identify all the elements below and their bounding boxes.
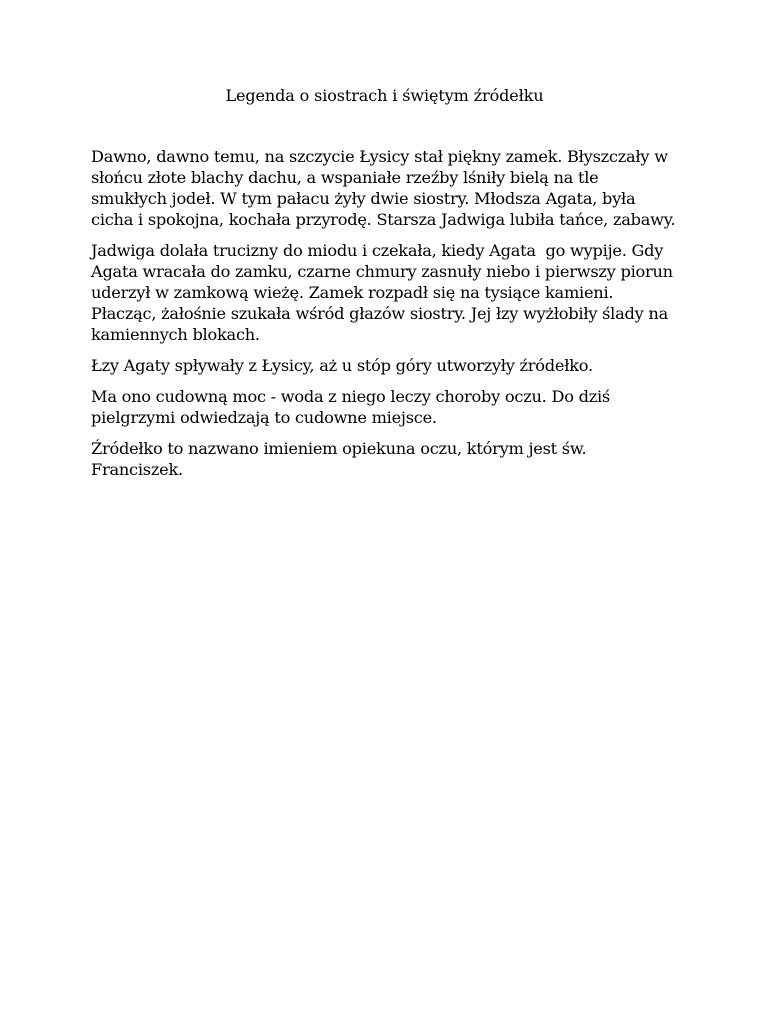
paragraph-3: Łzy Agaty spływały z Łysicy, aż u stóp góry utworzyły źródełko. [91, 356, 593, 375]
paragraph-2: Jadwiga dolała trucizny do miodu i czekała, kiedy Agata go wypije. Gdy Agata wracała do zamku, czarne chmury zasnuły niebo i pierwszy piorun uderzył w zamkową wieżę. Zamek rozpadł się na tysiące kamieni. Płacząc, żałośnie szukała wśród głazów siostry. Jej łzy wyżłobiły ślady na kamiennych blokach. [91, 241, 678, 344]
paragraph-4: Ma ono cudowną moc - woda z niego leczy choroby oczu. Do dziś pielgrzymi odwiedzają to cudowne miejsce. [91, 387, 615, 427]
document-body [91, 146, 678, 480]
document-title: Legenda o siostrach i świętym źródełku [225, 86, 544, 105]
paragraph-1: Dawno, dawno temu, na szczycie Łysicy stał piękny zamek. Błyszczały w słońcu złote blachy dachu, a wspaniałe rzeźby lśniły bielą na tle smukłych jodeł. W tym pałacu żyły dwie siostry. Młodsza Agata, była cicha i spokojna, kochała przyrodę. Starsza Jadwiga lubiła tańce, zabawy. [91, 147, 676, 229]
paragraph-5: Źródełko to nazwano imieniem opiekuna oczu, którym jest św. Franciszek. [91, 439, 592, 479]
